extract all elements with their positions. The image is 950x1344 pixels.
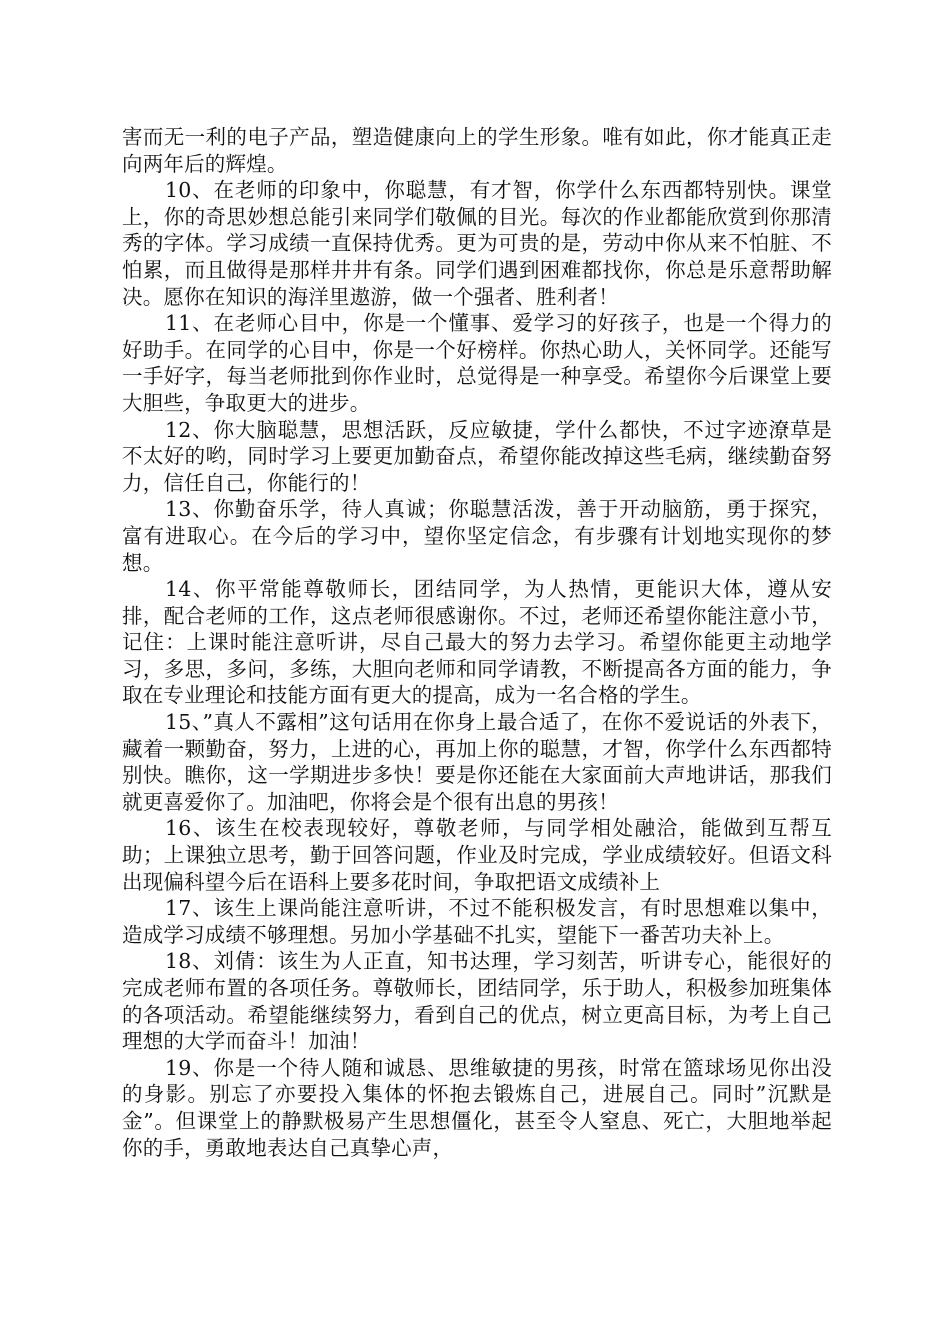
- paragraph-item-16: 16、该生在校表现较好，尊敬老师，与同学相处融洽，能做到互帮互助；上课独立思考，勤于回答问题，作业及时完成，学业成绩较好。但语文科出现偏科望今后在语科上要多花时间，争取把语文成绩补上: [122, 816, 832, 894]
- paragraph-item-14: 14、你平常能尊敬师长，团结同学，为人热情，更能识大体，遵从安排，配合老师的工作，这点老师很感谢你。不过，老师还希望你能注意小节，记住：上课时能注意听讲，尽自己最大的努力去学习。希望你能更主动地学习，多思，多问，多练，大胆向老师和同学请教，不断提高各方面的能力，争取在专业理论和技能方面有更大的提高，成为一名合格的学生。: [122, 577, 832, 708]
- paragraph-item-13: 13、你勤奋乐学，待人真诚；你聪慧活泼，善于开动脑筋，勇于探究，富有进取心。在今后的学习中，望你坚定信念，有步骤有计划地实现你的梦想。: [122, 497, 832, 575]
- paragraph-item-17: 17、该生上课尚能注意听讲，不过不能积极发言，有时思想难以集中，造成学习成绩不够理想。另加小学基础不扎实，望能下一番苦功夫补上。: [122, 896, 832, 947]
- paragraph-item-11: 11、在老师心目中，你是一个懂事、爱学习的好孩子，也是一个得力的好助手。在同学的心目中，你是一个好榜样。你热心助人，关怀同学。还能写一手好字，每当老师批到你作业时，总觉得是一种享受。希望你今后课堂上要大胆些，争取更大的进步。: [122, 311, 832, 415]
- paragraph-item-18: 18、刘倩：该生为人正直，知书达理，学习刻苦，听讲专心，能很好的完成老师布置的各项任务。尊敬师长，团结同学，乐于助人，积极参加班集体的各项活动。希望能继续努力，看到自己的优点，树立更高目标，为考上自己理想的大学而奋斗！加油！: [122, 949, 832, 1054]
- paragraph-item-15: 15、”真人不露相”这句话用在你身上最合适了，在你不爱说话的外表下，藏着一颗勤奋，努力，上进的心，再加上你的聪慧，才智，你学什么东西都特别快。瞧你，这一学期进步多快！要是你还能在大家面前大声地讲话，那我们就更喜爱你了。加油吧，你将会是个很有出息的男孩！: [122, 710, 832, 814]
- paragraph-item-10: 10、在老师的印象中，你聪慧，有才智，你学什么东西都特别快。课堂上，你的奇思妙想总能引来同学们敬佩的目光。每次的作业都能欣赏到你那清秀的字体。学习成绩一直保持优秀。更为可贵的是，劳动中你从来不怕脏、不怕累，而且做得是那样井井有条。同学们遇到困难都找你，你总是乐意帮助解决。愿你在知识的海洋里遨游，做一个强者、胜利者！: [122, 178, 832, 309]
- paragraph-item-19: 19、你是一个待人随和诚恳、思维敏捷的男孩，时常在篮球场见你出没的身影。别忘了亦要投入集体的怀抱去锻炼自己，进展自己。同时”沉默是金”。但课堂上的静默极易产生思想僵化，甚至令人窒息、死亡，大胆地举起你的手，勇敢地表达自己真挚心声，: [122, 1055, 832, 1160]
- document-body: [122, 124, 832, 1161]
- paragraph-item-12: 12、你大脑聪慧，思想活跃，反应敏捷，学什么都快，不过字迹潦草是不太好的哟，同时学习上要更加勤奋点，希望你能改掉这些毛病，继续勤奋努力，信任自己，你能行的！: [122, 417, 832, 495]
- paragraph-continued: 害而无一利的电子产品，塑造健康向上的学生形象。唯有如此，你才能真正走向两年后的辉煌。: [122, 125, 832, 176]
